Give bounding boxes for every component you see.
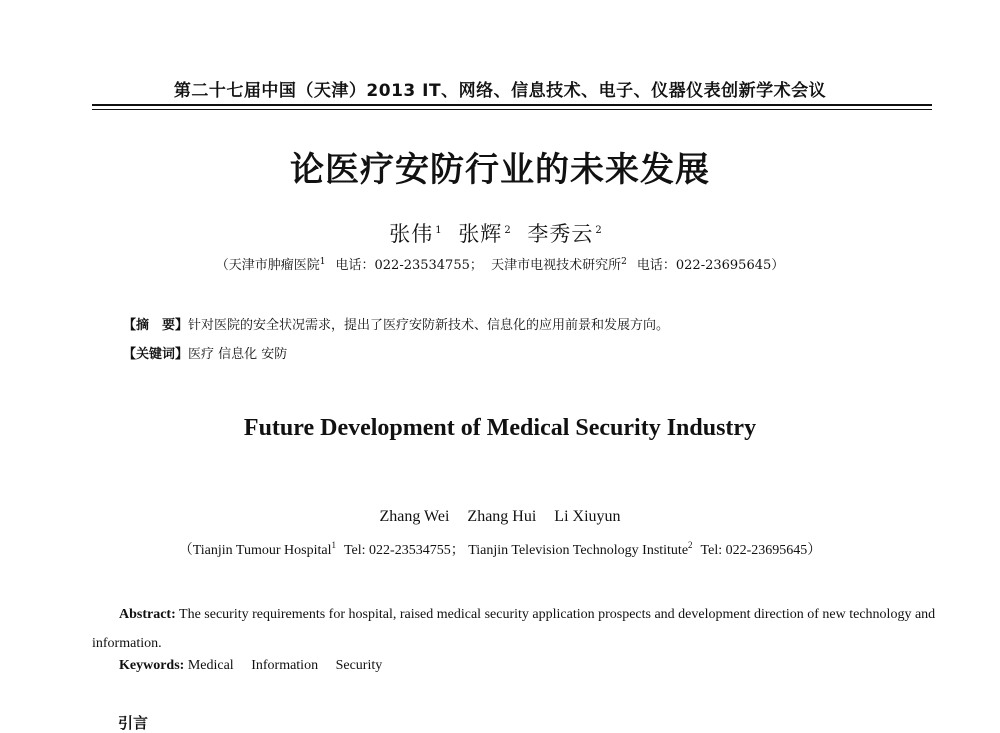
abstract-en-label: Abstract: bbox=[119, 607, 176, 622]
affiliation-en bbox=[0, 539, 1000, 559]
keywords-en bbox=[119, 658, 396, 674]
author-mark: 2 bbox=[595, 225, 603, 236]
affil-en-mark2: 2 bbox=[688, 540, 693, 551]
affiliation-cn bbox=[0, 254, 1000, 273]
author-name: 李秀云 bbox=[527, 222, 594, 246]
affil-mark2: 2 bbox=[621, 256, 627, 267]
keyword-item: Information bbox=[251, 658, 319, 673]
keywords-cn-text: 医疗 信息化 安防 bbox=[188, 347, 288, 362]
author-mark: 1 bbox=[435, 225, 443, 236]
affil-open: （ bbox=[215, 258, 229, 273]
keyword-item: Security bbox=[335, 658, 383, 673]
keywords-cn bbox=[123, 343, 287, 362]
abstract-cn bbox=[123, 314, 669, 333]
abstract-cn-text: 针对医院的安全状况需求，提出了医疗安防新技术、信息化的应用前景和发展方向。 bbox=[188, 318, 670, 333]
affil-en-open: （ bbox=[178, 543, 193, 558]
conference-header: 第二十七届中国（天津）2013 IT、网络、信息技术、电子、仪器仪表创新学术会议 bbox=[173, 81, 827, 101]
authors-en bbox=[0, 508, 1000, 526]
affil-en-org1: Tianjin Tumour Hospital bbox=[192, 543, 332, 558]
section-heading-intro: 引言 bbox=[118, 714, 149, 732]
authors-cn bbox=[0, 218, 1000, 248]
author-name-en: Li Xiuyun bbox=[554, 508, 621, 525]
keywords-cn-label: 【关键词】 bbox=[123, 347, 189, 362]
affil-org2: 天津市电视技术研究所 bbox=[491, 258, 622, 273]
author-name-en: Zhang Hui bbox=[467, 508, 537, 525]
abstract-en-text: The security requirements for hospital, raised medical security application prospects and development direction of new technology and information. bbox=[92, 607, 936, 651]
affil-mark1: 1 bbox=[319, 256, 326, 267]
keyword-item: Medical bbox=[187, 658, 234, 673]
affil-tel1: 电话：022-23534755； bbox=[335, 258, 483, 273]
paper-title-cn: 论医疗安防行业的未来发展 bbox=[290, 150, 710, 190]
header-rule-thin bbox=[92, 109, 932, 110]
author-name: 张辉 bbox=[458, 222, 503, 246]
affil-en-tel2: Tel: 022-23695645） bbox=[700, 543, 822, 558]
author-mark: 2 bbox=[504, 225, 512, 236]
affil-tel2: 电话：022-23695645） bbox=[636, 258, 785, 273]
author-name-en: Zhang Wei bbox=[379, 508, 450, 525]
affil-en-mark1: 1 bbox=[331, 540, 336, 551]
affil-org1: 天津市肿瘤医院 bbox=[228, 258, 320, 273]
abstract-cn-label: 【摘 要】 bbox=[123, 318, 189, 333]
header-rule-thick bbox=[92, 104, 932, 106]
abstract-en bbox=[92, 600, 942, 658]
paper-title-en: Future Development of Medical Security Industry bbox=[243, 415, 757, 441]
affil-en-org2: Tianjin Television Technology Institute bbox=[468, 543, 689, 558]
keywords-en-label: Keywords: bbox=[119, 658, 185, 673]
author-name: 张伟 bbox=[389, 222, 434, 246]
affil-en-tel1: Tel: 022-23534755； bbox=[343, 543, 465, 558]
